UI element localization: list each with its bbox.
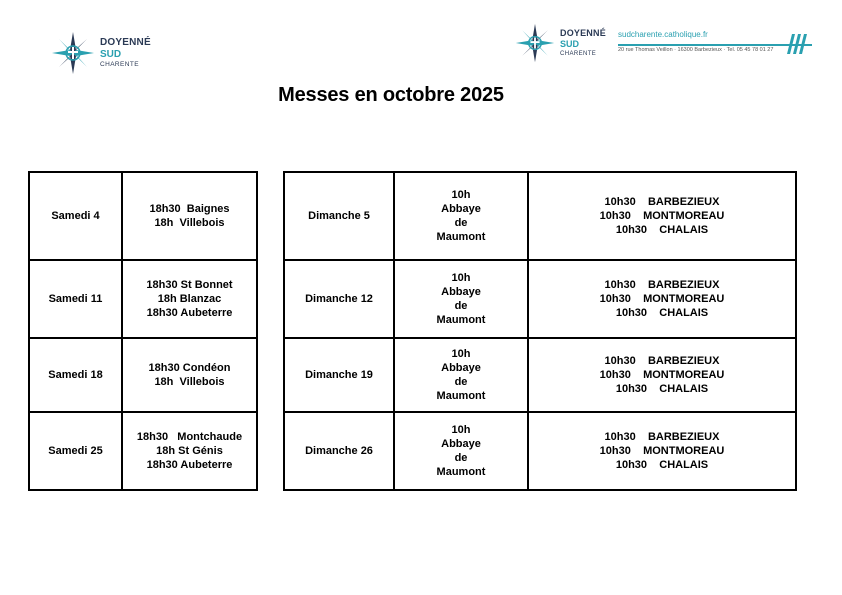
- day-cell: Samedi 25: [29, 412, 122, 490]
- mass-line: 18h30 St Bonnet: [146, 279, 233, 291]
- mass-line: 10h30 BARBEZIEUX: [604, 279, 720, 291]
- mass-cell: [122, 338, 257, 412]
- mass-line: 18h St Génis: [156, 445, 223, 457]
- morning-line: Maumont: [436, 390, 486, 402]
- mass-cell: [122, 412, 257, 490]
- mass-line: 10h30 CHALAIS: [615, 383, 709, 395]
- mass-line: 18h30 Aubeterre: [146, 307, 233, 319]
- logo-line-2: SUD: [560, 39, 580, 49]
- morning-line: Maumont: [436, 466, 486, 478]
- logo-line-2: SUD: [100, 48, 122, 60]
- morning-line: Abbaye: [441, 438, 481, 450]
- day-cell: Dimanche 5: [284, 172, 394, 260]
- mass-line: 18h Villebois: [154, 217, 225, 229]
- mass-cell: [528, 260, 796, 338]
- mass-cell: [528, 338, 796, 412]
- mass-line: 18h30 Aubeterre: [146, 459, 233, 471]
- mass-cell: [122, 172, 257, 260]
- doyenne-logo-left: [50, 30, 151, 76]
- morning-line: de: [454, 217, 468, 229]
- morning-line: 10h: [451, 272, 471, 284]
- mass-line: 18h30 Montchaude: [136, 431, 243, 443]
- table-row: [284, 260, 796, 338]
- table-row: [29, 260, 257, 338]
- mass-line: 10h30 MONTMOREAU: [599, 210, 725, 222]
- table-row: [29, 172, 257, 260]
- mass-line: 10h30 MONTMOREAU: [599, 369, 725, 381]
- morning-cell: [394, 260, 528, 338]
- compass-logo-icon: [50, 30, 96, 76]
- table-row: [284, 172, 796, 260]
- site-block: [618, 30, 774, 53]
- mass-line: 10h30 BARBEZIEUX: [604, 355, 720, 367]
- site-address: 20 rue Thomas Veillon · 16300 Barbezieux · Tel. 05 45 78 01 27: [618, 47, 774, 53]
- mass-cell: [528, 172, 796, 260]
- mass-cell: [122, 260, 257, 338]
- mass-line: 10h30 MONTMOREAU: [599, 445, 725, 457]
- day-cell: Samedi 11: [29, 260, 122, 338]
- morning-line: 10h: [451, 424, 471, 436]
- morning-line: 10h: [451, 189, 471, 201]
- logo-line-3: CHARENTE: [100, 60, 139, 68]
- page-title: Messes en octobre 2025: [278, 84, 504, 106]
- table-row: [29, 338, 257, 412]
- morning-cell: [394, 338, 528, 412]
- sunday-table: [283, 171, 797, 491]
- morning-line: Abbaye: [441, 286, 481, 298]
- table-row: [284, 412, 796, 490]
- morning-line: Maumont: [436, 231, 486, 243]
- mass-line: 10h30 CHALAIS: [615, 224, 709, 236]
- day-cell: Dimanche 19: [284, 338, 394, 412]
- morning-line: de: [454, 376, 468, 388]
- morning-cell: [394, 172, 528, 260]
- mass-line: 18h30 Condéon: [148, 362, 231, 374]
- logo-line-1: DOYENNÉ: [560, 28, 606, 38]
- mass-line: 10h30 BARBEZIEUX: [604, 431, 720, 443]
- morning-line: Abbaye: [441, 362, 481, 374]
- day-cell: Dimanche 12: [284, 260, 394, 338]
- site-divider: [618, 44, 812, 46]
- table-row: [29, 412, 257, 490]
- site-url: sudcharente.catholique.fr: [618, 30, 708, 39]
- logo-line-3: CHARENTE: [560, 51, 597, 57]
- morning-line: 10h: [451, 348, 471, 360]
- day-cell: Dimanche 26: [284, 412, 394, 490]
- morning-line: de: [454, 300, 468, 312]
- day-cell: Samedi 18: [29, 338, 122, 412]
- mass-line: 10h30 CHALAIS: [615, 307, 709, 319]
- table-row: [284, 338, 796, 412]
- stripes-icon: [786, 34, 812, 54]
- logo-line-1: DOYENNÉ: [100, 36, 151, 48]
- morning-line: Maumont: [436, 314, 486, 326]
- morning-line: Abbaye: [441, 203, 481, 215]
- mass-line: 10h30 CHALAIS: [615, 459, 709, 471]
- morning-cell: [394, 412, 528, 490]
- mass-cell: [528, 412, 796, 490]
- doyenne-logo-right: [514, 22, 606, 64]
- saturday-table: [28, 171, 258, 491]
- mass-line: 18h Villebois: [154, 376, 225, 388]
- morning-line: de: [454, 452, 468, 464]
- mass-line: 18h Blanzac: [157, 293, 222, 305]
- mass-line: 18h30 Baignes: [149, 203, 230, 215]
- compass-logo-icon: [514, 22, 556, 64]
- mass-line: 10h30 MONTMOREAU: [599, 293, 725, 305]
- mass-line: 10h30 BARBEZIEUX: [604, 196, 720, 208]
- day-cell: Samedi 4: [29, 172, 122, 260]
